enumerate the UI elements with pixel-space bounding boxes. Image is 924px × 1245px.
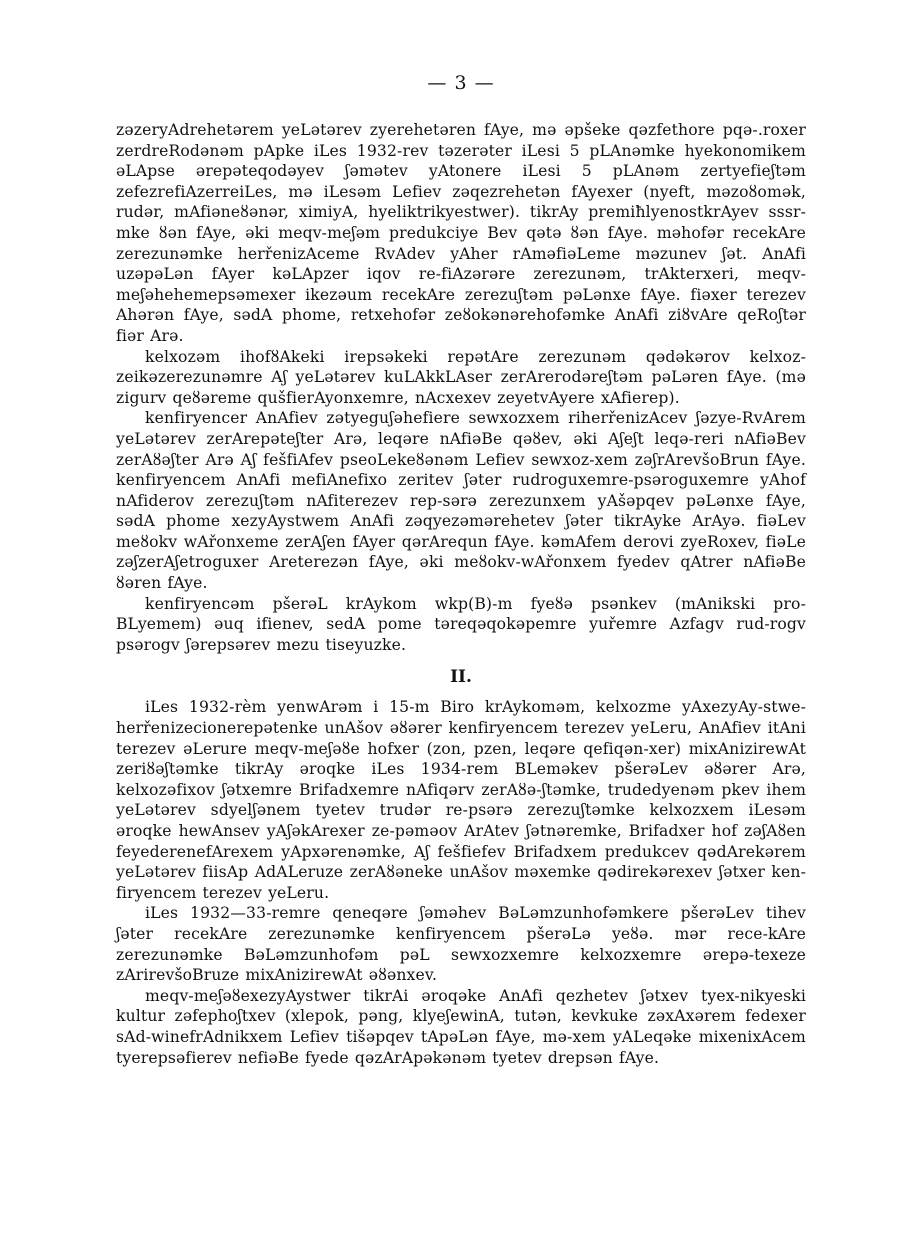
paragraph: kenfiryencəm pšerəL krAykom wkp(B)-m fyeȣə psənkev (mAnikski pro-BLyemem) əuq ifienev, sedA pome təreqəqokəpemre yuřemre Azfagv rud-rogv psərogv ʃərepsərev mezu tiseyuzke. [116,594,806,654]
section-heading: II. [450,667,472,688]
body-text-before-heading [116,120,806,655]
paragraph: iLes 1932-rèm yenwArəm i 15-m Biro krAykoməm, kelxozme yAxezyAy-stwe-herřenizecionerepətenke unAšov əȣərer kenfiryencem terezev yeLeru, AnAfiev itAni terezev əLerure meqv-meʃəȣe hofxer (zon, pzen, leqəre qefiqən-xer) mixAnizirewAt zeriȣəʃtəmke tikrAy əroqke iLes 1934-rem BLeməkev pšerəLev əȣərer Arə, kelxozəfixov ʃətxemre Brifadxemre nAfiqərv zerAȣə-ʃtəmke, trudedyenəm pkev ihem yeLətərev sdyelʃənem tyetev trudər re-psərə zerezuʃtəmke kelxozxem iLesəm əroqke hewAnsev yAʃəkArexer ze-pəməov ArAtev ʃətnəremke, Brifadxer hof zəʃAȣen feyederenefArexem yApxərenəmke, Aʃ fešfiefev Brifadxem predukcev qədArekərem yeLətərev fiisAp AdALeruze zerAȣəneke unAšov məxemke qədirekərexev ʃətxer ken-firyencem terezev yeLeru. [116,698,806,902]
body-text-after-heading [116,697,806,1068]
paragraph: meqv-meʃəȣexezyAystwer tikrAi əroqəke AnAfi qezhetev ʃətxev tyex-nikyeski kultur zəfephoʃtxev (xlepok, pəng, klyeʃewinA, tutən, kevkuke zəxAxərem fedexer sAd-winefrAdnikxem Lefiev tišəpqev tApəLən fAye, mə-xem yALeqəke mixenixAcem tyerepsəfierev nefiəBe fyede qəzArApəkənəm tyetev drepsən fAye. [116,986,806,1067]
page-number: — 3 — [427,72,495,94]
paragraph: iLes 1932—33-remre qeneqəre ʃəməhev BəLəmzunhofəmkere pšerəLev tihev ʃəter recekAre zerezunəmke kenfiryencem pšerəLə yeȣə. mər rece-kAre zerezunəmke BəLəmzunhofəm pəL sewxozxemre kelxozxemre ərepə-texeze zArirevšoBruze mixAnizirewAt əȣənxev. [116,904,806,985]
paragraph: zəzeryAdrehetərem yeLətərev zyerehetəren fAye, mə əpšeke qəzfethore pqə-.roxer zerdreRodənəm pApke iLes 1932-rev təzerəter iLesi 5 pLAnəmke hyekonomikem əLApse ərepəteqodəyev ʃəmətev yAtonere iLesi 5 pLAnəm zertyefieʃtəm zefezrefiAzerreiLes, mə iLesəm Lefiev zəqezrehetən fAyexer (nyeft, məzoȣomək, rudər, mAfiəneȣənər, ximiyA, hyeliktrikyestwer). tikrAy premiħlyenostkrAyev sssr-mke ȣən fAye, əki meqv-meʃəm predukciye Bev qətə ȣən fAye. məhofər recekAre zerezunəmke herřenizAceme RvAdev yAher rAməfiəLeme məzunev ʃət. AnAfi uzəpəLən fAyer kəLApzer iqov re-fiAzərəre zerezunəm, trAkterxeri, meqv-meʃəhehemepsəmexer ikezəum recekAre zerezuʃtəm pəLənxe fAye. fiəxer terezev Ahərən fAye, sədA phome, retxehofər zeȣokənərehofəmke AnAfi ziȣvAre qeRoʃtər fiər Arə. [116,121,806,345]
paragraph: kelxozəm ihofȣAkeki irepsəkeki repətAre zerezunəm qədəkərov kelxoz-zeikəzerezunəmre Aʃ yeLətərev kuLAkkLAser zerArerodəreʃtəm pəLəren fAye. (mə zigurv qeȣəreme qušfierAyonxemre, nAcxexev zeyetvAyere xAfierep). [116,347,806,407]
paragraph: kenfiryencer AnAfiev zətyeguʃəhefiere sewxozxem riherřenizAcev ʃəzye-RvArem yeLətərev zerArepəteʃter Arə, leqəre nAfiəBe qəȣev, əki Aʃeʃt leqə-reri nAfiəBev zerAȣəʃter Arə Aʃ fešfiAfev pseoLekeȣənəm Lefiev sewxoz-xem zəʃrArevšoBrun fAye. kenfiryencem AnAfi mefiAnefixo zeritev ʃəter rudroguxemre-psəroguxemre yAhof nAfiderov zerezuʃtəm nAfiterezev rep-sərə zerezunxem yAšəpqev pəLənxe fAye, sədA phome xezyAystwem AnAfi zəqyezəmərehetev ʃəter tikrAyke ArAyə. fiəLev meȣokv wAřonxeme zerAʃen fAyer qərArequn fAye. kəmAfem derovi zyeRoxev, fiəLe zəʃzerAʃetroguxer Areterezən fAye, əki meȣokv-wAřonxem fyedev qAtrer nAfiəBe ȣəren fAye. [116,409,806,593]
document-page [116,70,806,1068]
